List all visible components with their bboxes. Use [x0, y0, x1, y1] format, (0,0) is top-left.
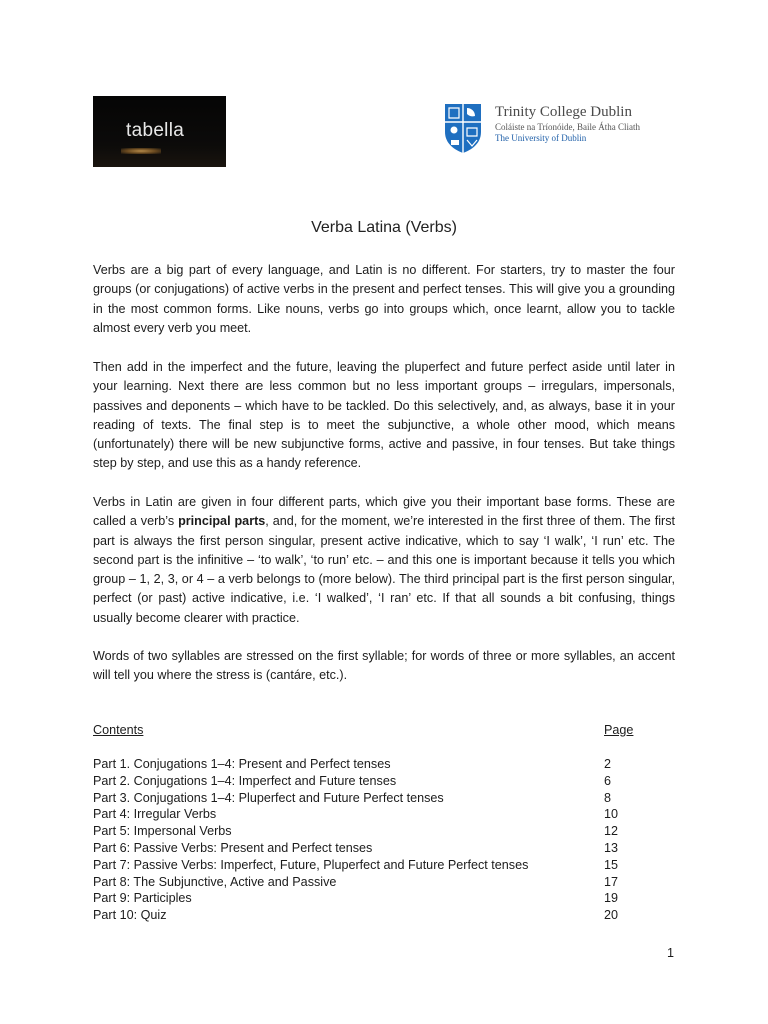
toc-page: 10	[604, 807, 619, 822]
toc-row	[93, 890, 653, 907]
document-title: Verba Latina (Verbs)	[311, 219, 457, 236]
toc-row	[93, 773, 653, 790]
toc-page: 13	[604, 840, 619, 855]
toc-title: Part 5: Impersonal Verbs	[93, 824, 232, 839]
toc-page: 12	[604, 824, 619, 839]
toc-title: Part 2. Conjugations 1–4: Imperfect and Future tenses	[93, 773, 397, 788]
table-of-contents	[93, 756, 653, 924]
toc-title: Part 7: Passive Verbs: Imperfect, Future, Pluperfect and Future Perfect tenses	[93, 857, 529, 872]
toc-title: Part 9: Participles	[93, 891, 192, 906]
toc-page: 17	[604, 874, 619, 889]
principal-parts-text-after: , and, for the moment, we’re interested in the first three of them. The first part is always the first person singular, present active indicative, which to say ‘I walk’, ‘I run’ etc. The second part is the infinitive – ‘to walk’, ‘to run’ etc. – and this one is important because it tells you which group – 1, 2, 3, or 4 – a verb belongs to (more below). The third principal part is the first person singular, perfect (or past) active indicative, i.e. ‘I walked’, ‘I ran’ etc. If that all sounds a bit confusing, things usually become clearer with practice.	[93, 514, 676, 625]
contents-heading: Contents	[93, 723, 144, 737]
toc-row	[93, 874, 653, 891]
toc-row	[93, 840, 653, 857]
toc-title: Part 6: Passive Verbs: Present and Perfect tenses	[93, 840, 373, 855]
toc-row	[93, 823, 653, 840]
toc-page: 20	[604, 908, 619, 923]
page-number: 1	[667, 946, 675, 960]
toc-row	[93, 806, 653, 823]
toc-row	[93, 790, 653, 807]
toc-page: 8	[604, 790, 612, 805]
toc-title: Part 10: Quiz	[93, 908, 167, 923]
toc-page: 19	[604, 891, 619, 906]
principal-parts-bold: principal parts	[178, 514, 266, 529]
toc-page: 6	[604, 773, 612, 788]
principal-parts-paragraph	[93, 493, 675, 628]
intro-paragraph: Verbs are a big part of every language, and Latin is no different. For starters, try to master the four groups (or conjugations) of active verbs in the present and perfect tenses. This will give you a grounding in the most common forms. Like nouns, verbs go into groups which, once learnt, allow you to tackle almost every verb you meet.	[93, 263, 675, 335]
tcd-subtitle: The University of Dublin	[495, 133, 587, 143]
toc-page: 2	[604, 757, 612, 771]
tabella-logo-glow	[121, 148, 161, 154]
tcd-irish-name: Coláiste na Tríonóide, Baile Átha Cliath	[495, 122, 640, 132]
page-column-heading: Page	[604, 723, 634, 737]
learning-order-paragraph: Then add in the imperfect and the future, leaving the pluperfect and future perfect aside until later in your learning. Next there are less common but no less important groups – irregulars, impersonals, passives and deponents – which have to be tackled. Do this selectively, and, as always, base it in your reading of texts. The final step is to meet the subjunctive, a whole other mood, which means (unfortunately) there will be new subjunctive forms, active and passive, in four tenses. But take things step by step, and use this as a handy reference.	[93, 360, 675, 471]
tcd-crest-icon	[443, 102, 483, 154]
toc-title: Part 3. Conjugations 1–4: Pluperfect and Future Perfect tenses	[93, 790, 444, 805]
toc-title: Part 4: Irregular Verbs	[93, 807, 217, 822]
stress-paragraph: Words of two syllables are stressed on the first syllable; for words of three or more syllables, an accent will tell you where the stress is (cantáre, etc.).	[93, 649, 675, 683]
tabella-logo	[93, 96, 226, 167]
principal-parts-text-before: Verbs in Latin are given in four different parts, which give you their important base forms. These are called a verb’s	[93, 495, 675, 529]
toc-row	[93, 857, 653, 874]
toc-title: Part 8: The Subjunctive, Active and Passive	[93, 874, 337, 889]
toc-page: 15	[604, 857, 619, 872]
toc-row	[93, 907, 653, 924]
toc-row	[93, 756, 653, 773]
tcd-name: Trinity College Dublin	[495, 104, 632, 120]
tcd-logo	[443, 102, 653, 156]
toc-title: Part 1. Conjugations 1–4: Present and Perfect tenses	[93, 757, 391, 771]
tabella-logo-text: tabella	[126, 120, 185, 141]
